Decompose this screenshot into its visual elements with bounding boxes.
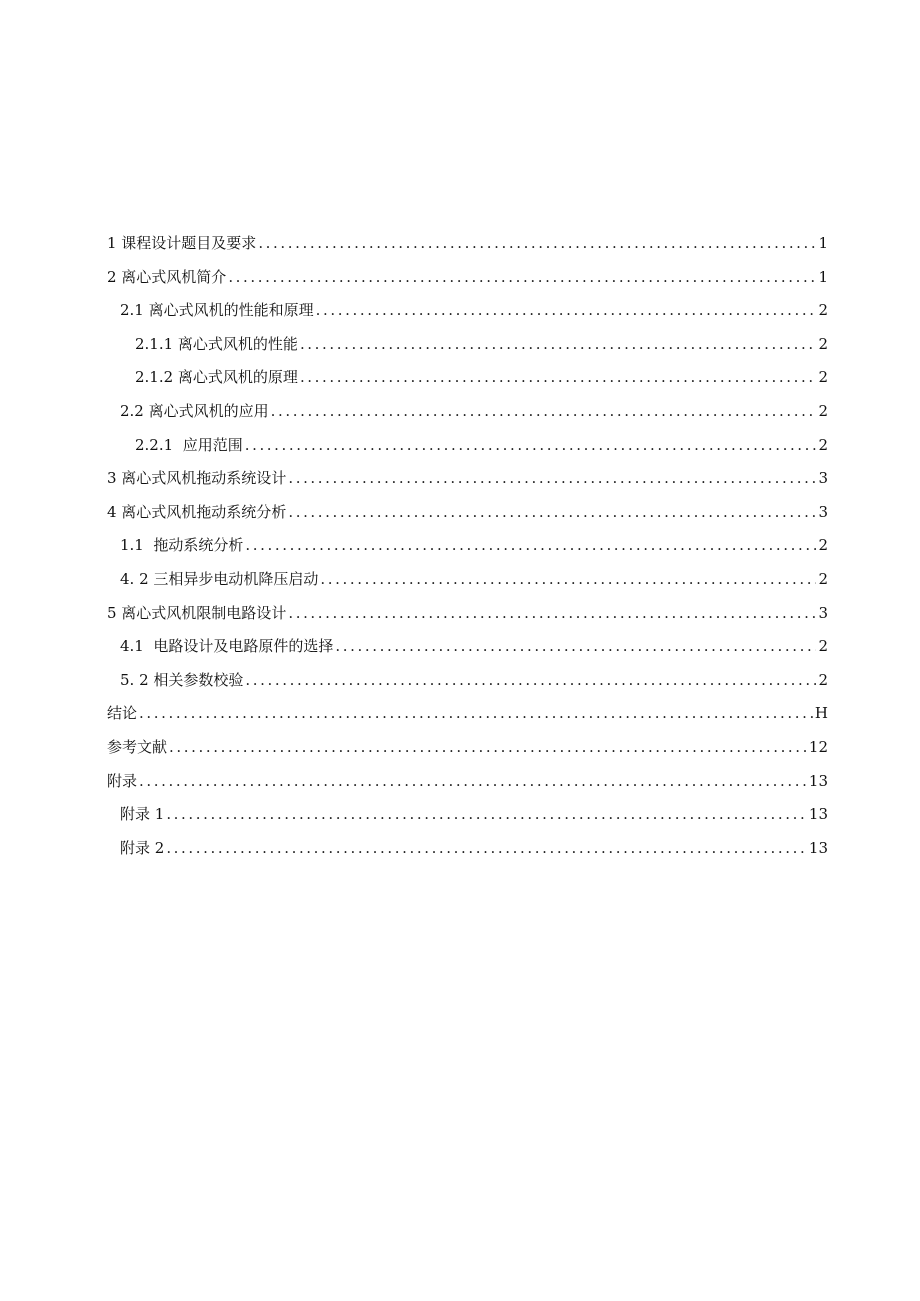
toc-entry[interactable] xyxy=(107,630,828,664)
toc-entry[interactable] xyxy=(107,832,828,866)
toc-entry-page: H xyxy=(814,704,828,723)
toc-entry-title: 4.1 电路设计及电路原件的选择 xyxy=(120,637,334,656)
toc-entry-title: 附录 xyxy=(107,771,138,790)
toc-entry-title: 1.1 拖动系统分析 xyxy=(120,536,244,555)
toc-entry[interactable] xyxy=(107,798,828,832)
toc-entry[interactable] xyxy=(107,664,828,698)
toc-dot-leader xyxy=(320,563,816,597)
toc-entry[interactable] xyxy=(107,529,828,563)
toc-entry[interactable] xyxy=(107,731,828,765)
table-of-contents xyxy=(107,227,828,865)
toc-entry-page: 2 xyxy=(818,401,828,420)
toc-entry-page: 2 xyxy=(818,569,828,588)
toc-entry[interactable] xyxy=(107,328,828,362)
toc-entry-page: 2 xyxy=(818,435,828,454)
toc-entry[interactable] xyxy=(107,395,828,429)
toc-entry-page: 2 xyxy=(818,670,828,689)
toc-dot-leader xyxy=(245,529,816,563)
toc-entry-page: 2 xyxy=(818,301,828,320)
toc-dot-leader xyxy=(300,328,817,362)
toc-entry[interactable] xyxy=(107,496,828,530)
toc-entry-page: 3 xyxy=(818,502,828,521)
toc-entry[interactable] xyxy=(107,227,828,261)
toc-entry-title: 4 离心式风机拖动系统分析 xyxy=(107,502,287,521)
toc-entry-title: 附录 2 xyxy=(120,838,165,857)
toc-entry-title: 2 离心式风机简介 xyxy=(107,267,227,286)
toc-entry-title: 2.1.2 离心式风机的原理 xyxy=(135,368,298,387)
toc-entry-title: 5 离心式风机限制电路设计 xyxy=(107,603,287,622)
toc-entry-page: 2 xyxy=(818,334,828,353)
toc-entry-page: 13 xyxy=(808,838,828,857)
toc-entry[interactable] xyxy=(107,597,828,631)
toc-dot-leader xyxy=(245,664,816,698)
toc-dot-leader xyxy=(335,630,816,664)
toc-entry-title: 结论 xyxy=(107,704,138,723)
toc-entry[interactable] xyxy=(107,429,828,463)
toc-dot-leader xyxy=(139,765,807,799)
toc-dot-leader xyxy=(245,429,817,463)
toc-entry[interactable] xyxy=(107,361,828,395)
toc-entry-title: 1 课程设计题目及要求 xyxy=(107,234,257,252)
toc-entry-page: 1 xyxy=(818,267,828,286)
toc-entry[interactable] xyxy=(107,294,828,328)
toc-dot-leader xyxy=(316,294,817,328)
toc-entry-title: 参考文献 xyxy=(107,737,168,756)
toc-entry-title: 附录 1 xyxy=(120,805,165,824)
toc-dot-leader xyxy=(169,731,807,765)
toc-dot-leader xyxy=(288,496,816,530)
toc-entry[interactable] xyxy=(107,462,828,496)
toc-entry-title: 5. 2 相关参数校验 xyxy=(120,670,244,689)
toc-entry-title: 4. 2 三相异步电动机降压启动 xyxy=(120,569,319,588)
toc-dot-leader xyxy=(300,361,817,395)
toc-entry-title: 2.2 离心式风机的应用 xyxy=(120,401,269,420)
toc-entry[interactable] xyxy=(107,697,828,731)
toc-entry-title: 2.2.1 应用范围 xyxy=(135,435,243,454)
toc-entry-page: 2 xyxy=(818,368,828,387)
toc-entry-page: 1 xyxy=(818,234,828,252)
toc-dot-leader xyxy=(288,597,816,631)
toc-dot-leader xyxy=(166,832,807,866)
toc-entry[interactable] xyxy=(107,765,828,799)
toc-entry-title: 3 离心式风机拖动系统设计 xyxy=(107,469,287,488)
toc-entry-page: 12 xyxy=(808,737,828,756)
toc-dot-leader xyxy=(258,227,816,261)
toc-dot-leader xyxy=(271,395,817,429)
toc-entry[interactable] xyxy=(107,563,828,597)
toc-entry[interactable] xyxy=(107,261,828,295)
toc-entry-page: 2 xyxy=(818,536,828,555)
toc-entry-page: 13 xyxy=(808,805,828,824)
toc-dot-leader xyxy=(139,697,813,731)
toc-entry-title: 2.1.1 离心式风机的性能 xyxy=(135,334,298,353)
toc-dot-leader xyxy=(288,462,816,496)
toc-entry-page: 3 xyxy=(818,603,828,622)
toc-entry-page: 2 xyxy=(818,637,828,656)
toc-dot-leader xyxy=(228,261,816,295)
toc-entry-title: 2.1 离心式风机的性能和原理 xyxy=(120,301,314,320)
toc-entry-page: 13 xyxy=(808,771,828,790)
toc-entry-page: 3 xyxy=(818,469,828,488)
toc-dot-leader xyxy=(166,798,807,832)
